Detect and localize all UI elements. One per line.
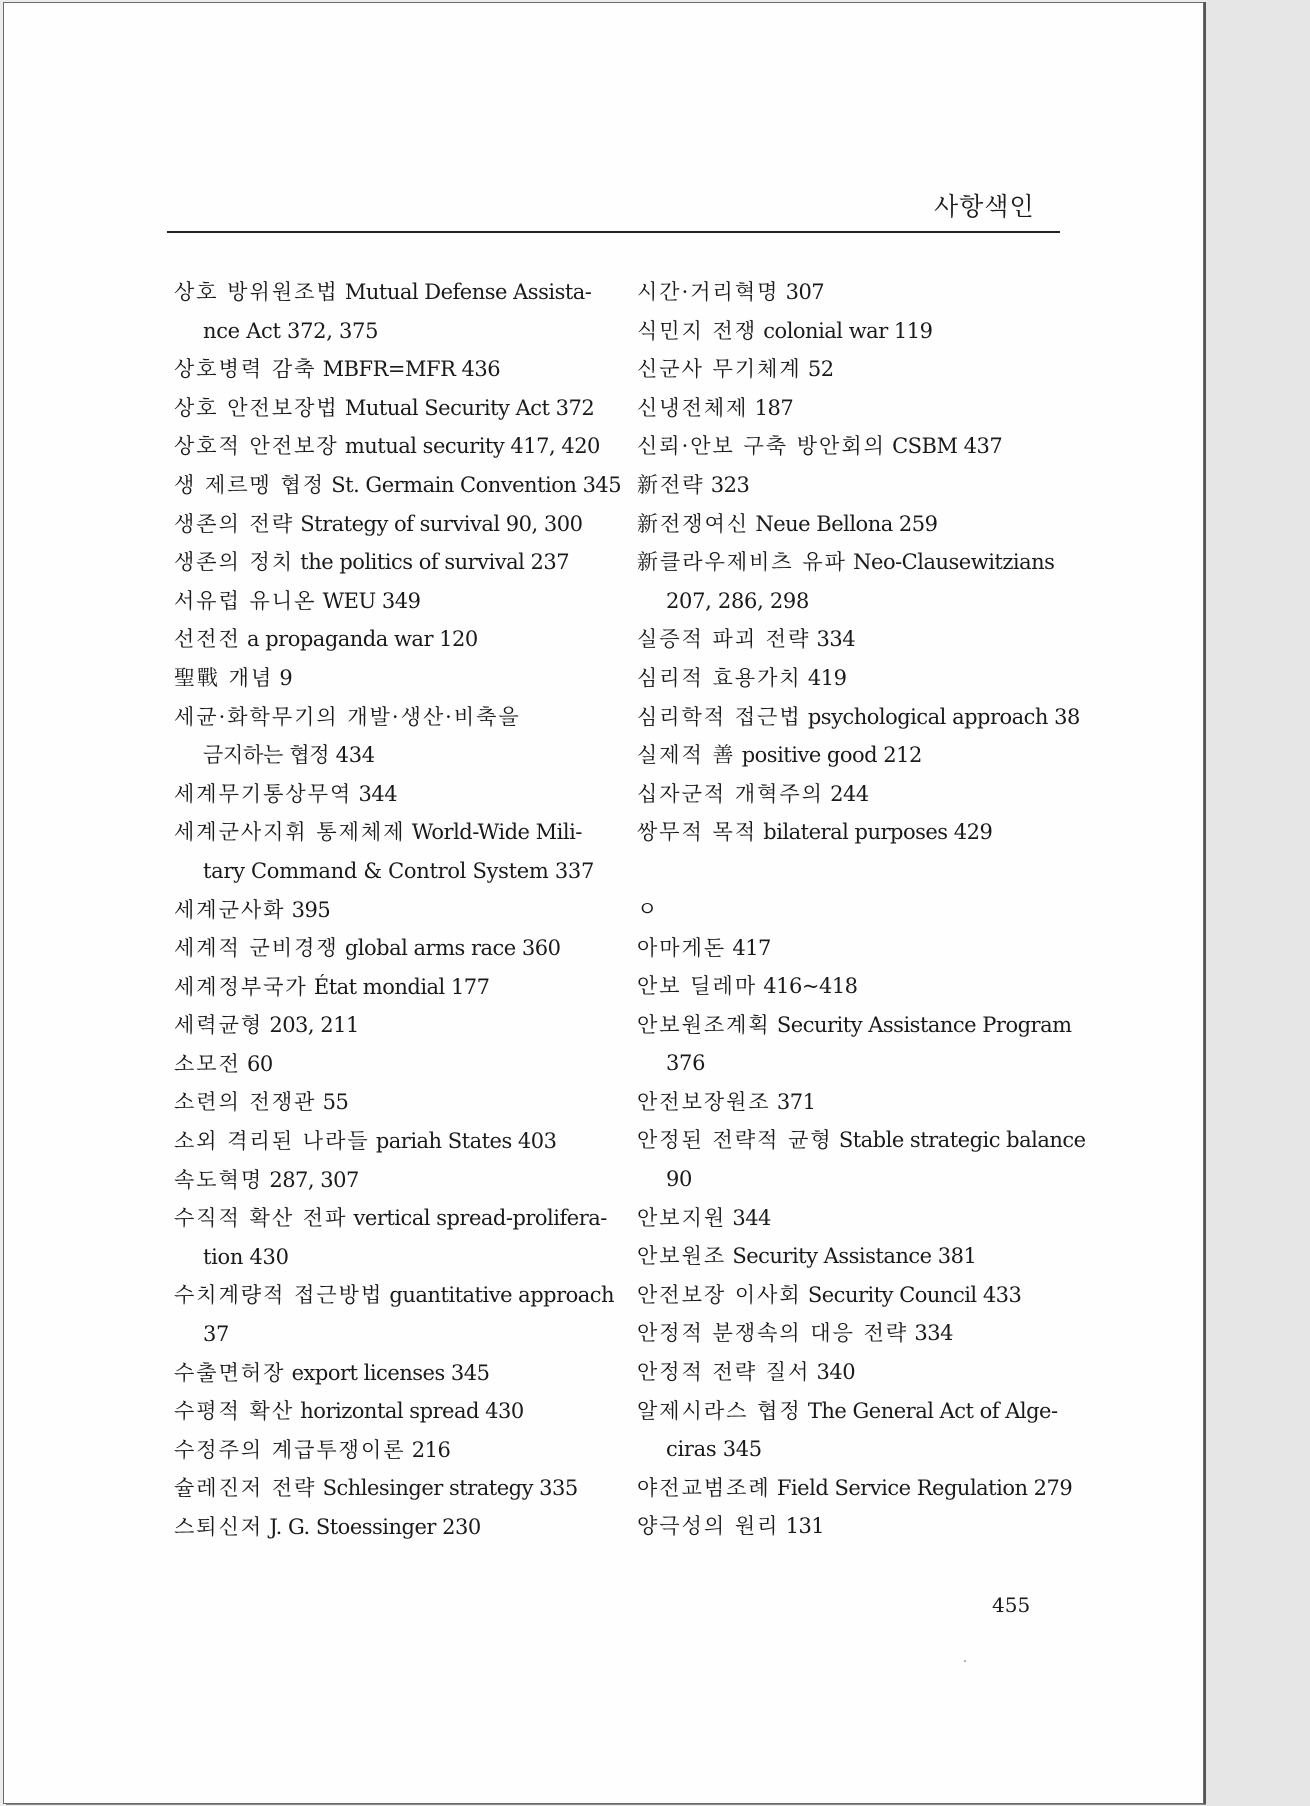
page-number: 455 <box>992 1593 1031 1617</box>
entry-reference: Mutual Security Act 372 <box>338 395 595 420</box>
index-entry <box>174 582 614 621</box>
index-entry <box>637 427 1077 466</box>
entry-term: 상호 방위원조법 <box>174 280 339 304</box>
entry-reference: horizontal spread 430 <box>294 1399 524 1424</box>
entry-term: 소모전 <box>174 1051 241 1076</box>
entry-term: 수직적 확산 전파 <box>174 1206 348 1231</box>
entry-term: 심리학적 접근법 <box>637 704 802 729</box>
entry-reference: export licenses 345 <box>285 1360 490 1385</box>
index-entry-continuation: 금지하는 협정 434 <box>203 743 375 768</box>
index-entry <box>637 1083 1077 1122</box>
entry-reference: 419 <box>801 665 847 690</box>
entry-term: 新전쟁여신 <box>637 511 750 536</box>
index-column-right <box>637 273 1086 1546</box>
entry-reference: 244 <box>823 781 869 806</box>
entry-reference: MBFR=MFR 436 <box>316 357 501 382</box>
index-group-ieung <box>637 929 1086 1547</box>
index-entry <box>637 1314 1077 1353</box>
entry-reference: Stable strategic balance <box>832 1128 1086 1153</box>
index-entry <box>637 273 1077 312</box>
entry-reference: 203, 211 <box>263 1013 359 1038</box>
index-entry-continuation: 376 <box>666 1051 706 1076</box>
entry-reference: 307 <box>779 280 825 304</box>
index-entry <box>637 350 1077 389</box>
index-entry <box>174 1508 614 1547</box>
index-entry <box>637 929 1077 968</box>
index-entry <box>174 1045 614 1084</box>
index-column-left <box>174 273 622 1547</box>
index-entry <box>637 1392 1077 1431</box>
index-entry <box>637 1199 1077 1238</box>
entry-term: 안정적 분쟁속의 대응 전략 <box>637 1321 909 1346</box>
entry-reference: the politics of survival 237 <box>294 550 570 575</box>
index-entry <box>174 620 614 659</box>
entry-term: 신군사 무기체계 <box>637 357 802 382</box>
entry-reference: 187 <box>748 395 794 420</box>
entry-term: 양극성의 원리 <box>637 1514 780 1539</box>
entry-reference: positive good 212 <box>735 743 922 768</box>
entry-reference: vertical spread-prolifera- <box>347 1206 607 1231</box>
entry-term: 안정적 전략 질서 <box>637 1360 811 1385</box>
index-entry <box>637 466 1077 505</box>
entry-term: 세계무기통상무역 <box>174 781 353 806</box>
index-entry-continuation: ciras 345 <box>666 1437 762 1462</box>
entry-term: 스퇴신저 <box>174 1515 264 1539</box>
entry-term: 생존의 전략 <box>174 511 295 536</box>
entry-term: 세력균형 <box>174 1013 264 1038</box>
index-entry <box>637 1006 1077 1045</box>
entry-term: 소련의 전쟁관 <box>174 1090 317 1115</box>
entry-reference: 344 <box>726 1205 771 1230</box>
entry-reference: 55 <box>316 1090 349 1115</box>
index-entry-continuation: tion 430 <box>203 1244 289 1269</box>
entry-reference: mutual security 417, 420 <box>338 434 600 459</box>
index-entry <box>174 1199 614 1238</box>
entry-term: 속도혁명 <box>174 1167 264 1192</box>
entry-term: 실증적 파괴 전략 <box>637 627 811 652</box>
entry-reference: 60 <box>240 1051 273 1076</box>
entry-reference: 52 <box>801 357 834 382</box>
entry-term: 시간·거리혁명 <box>637 280 780 304</box>
index-entry <box>637 1469 1077 1508</box>
index-entry <box>637 1276 1077 1315</box>
entry-term: 상호병력 감축 <box>174 357 317 382</box>
index-entry <box>637 659 1077 698</box>
entry-reference: Neo-Clausewitzians <box>846 550 1055 575</box>
entry-reference: Neue Bellona 259 <box>749 511 938 536</box>
index-entry <box>174 1469 614 1508</box>
index-entry <box>174 1006 614 1045</box>
entry-term: 상호적 안전보장 <box>174 434 339 459</box>
index-entry <box>174 505 614 544</box>
index-entry <box>637 967 1077 1006</box>
running-head: 사항색인 <box>934 192 1035 221</box>
entry-reference: 131 <box>779 1514 825 1539</box>
entry-term: 생 제르멩 협정 <box>174 472 326 497</box>
index-entry <box>174 1122 614 1161</box>
index-entry <box>174 543 614 582</box>
index-entry <box>637 312 1077 351</box>
index-entry <box>637 505 1077 544</box>
index-entry <box>174 1161 614 1200</box>
index-entry-continuation: 37 <box>203 1322 230 1347</box>
index-entry <box>174 813 614 852</box>
entry-reference: 334 <box>908 1321 953 1346</box>
entry-term: 실제적 善 <box>637 743 736 768</box>
index-entry-continuation: tary Command & Control System 337 <box>203 858 595 883</box>
index-entry <box>174 698 614 737</box>
entry-reference: Security Assistance Program <box>770 1012 1072 1037</box>
entry-term: 안보지원 <box>637 1205 727 1230</box>
entry-term: 세균·화학무기의 개발·생산·비축을 <box>174 704 521 729</box>
index-entry <box>174 389 614 428</box>
entry-reference: St. Germain Convention 345 <box>325 472 622 497</box>
entry-term: 식민지 전쟁 <box>637 318 758 343</box>
index-entry <box>174 350 614 389</box>
index-entry-continuation: nce Act 372, 375 <box>203 318 379 343</box>
entry-term: 쌍무적 목적 <box>637 820 758 845</box>
index-entry <box>637 1237 1077 1276</box>
entry-reference: Security Council 433 <box>801 1282 1022 1307</box>
entry-term: 상호 안전보장법 <box>174 395 339 420</box>
index-entry <box>174 1392 614 1431</box>
entry-reference: État mondial 177 <box>307 974 490 999</box>
entry-term: 수평적 확산 <box>174 1399 295 1424</box>
entry-term: 수치계량적 접근방법 <box>174 1283 384 1308</box>
index-entry <box>174 775 614 814</box>
index-entry <box>174 273 614 312</box>
entry-reference: 216 <box>405 1437 451 1462</box>
entry-term: 안보 딜레마 <box>637 974 758 999</box>
entry-reference: 9 <box>273 665 293 690</box>
index-entry <box>637 698 1080 737</box>
entry-reference: Schlesinger strategy 335 <box>316 1476 578 1501</box>
entry-reference: Field Service Regulation 279 <box>770 1475 1073 1500</box>
entry-term: 안정된 전략적 균형 <box>637 1128 833 1153</box>
entry-reference: 417 <box>726 935 771 960</box>
index-entry <box>637 620 1077 659</box>
index-entry <box>174 1431 614 1470</box>
viewer-margin <box>1206 0 1310 1806</box>
entry-reference: pariah States 403 <box>369 1129 557 1154</box>
entry-term: 안보원조 <box>637 1244 727 1269</box>
entry-term: 생존의 정치 <box>174 550 295 575</box>
entry-term: 聖戰 개념 <box>174 665 274 690</box>
index-entry <box>637 1353 1077 1392</box>
index-entry <box>174 929 614 968</box>
scan-speck <box>964 1660 966 1662</box>
index-entry <box>174 427 614 466</box>
entry-reference: World-Wide Mili- <box>405 820 582 845</box>
entry-term: 안전보장 이사회 <box>637 1282 802 1307</box>
entry-term: 선전전 <box>174 627 241 652</box>
index-entry <box>637 736 1077 775</box>
index-entry <box>174 968 614 1007</box>
index-entry <box>637 543 1077 582</box>
entry-reference: 416~418 <box>757 974 858 999</box>
section-letter-ieung: ㅇ <box>637 896 658 921</box>
entry-reference: global arms race 360 <box>338 936 561 961</box>
entry-term: 야전교범조례 <box>637 1475 771 1500</box>
index-entry <box>174 659 614 698</box>
entry-reference: bilateral purposes 429 <box>757 820 993 845</box>
index-entry-continuation: 207, 286, 298 <box>666 588 810 613</box>
index-entry <box>174 1276 614 1315</box>
entry-reference: 371 <box>770 1089 816 1114</box>
entry-reference: Mutual Defense Assista- <box>338 280 592 304</box>
entry-reference: 323 <box>704 472 750 497</box>
entry-reference: CSBM 437 <box>885 434 1003 459</box>
index-entry <box>174 891 614 930</box>
entry-term: 신냉전체제 <box>637 395 749 420</box>
entry-reference: The General Act of Alge- <box>801 1398 1058 1423</box>
entry-term: 수출면허장 <box>174 1360 286 1385</box>
entry-term: 세계적 군비경쟁 <box>174 936 339 961</box>
entry-reference: 334 <box>810 627 856 652</box>
index-entry <box>637 389 1077 428</box>
entry-reference: 344 <box>352 781 398 806</box>
index-entry-continuation: 90 <box>666 1167 693 1192</box>
entry-term: 아마게돈 <box>637 935 727 960</box>
entry-term: 심리적 효용가치 <box>637 665 802 690</box>
index-entry <box>637 775 1077 814</box>
index-entry <box>174 1083 614 1122</box>
entry-reference: WEU 349 <box>316 588 421 613</box>
entry-term: 신뢰·안보 구축 방안회의 <box>637 434 886 459</box>
entry-term: 新클라우제비츠 유파 <box>637 550 847 575</box>
entry-term: 알제시라스 협정 <box>637 1398 802 1423</box>
entry-reference: 287, 307 <box>263 1167 359 1192</box>
entry-term: 新전략 <box>637 472 705 497</box>
index-group-siot <box>637 273 1080 852</box>
entry-term: 세계정부국가 <box>174 974 308 999</box>
entry-term: 십자군적 개혁주의 <box>637 781 824 806</box>
entry-term: 안보원조계획 <box>637 1012 771 1037</box>
entry-reference: Security Assistance 381 <box>726 1244 977 1269</box>
entry-term: 수정주의 계급투쟁이론 <box>174 1437 406 1462</box>
index-entry <box>637 1121 1086 1160</box>
entry-term: 세계군사화 <box>174 897 286 922</box>
entry-reference: colonial war 119 <box>757 318 933 343</box>
entry-reference: 340 <box>810 1360 856 1385</box>
entry-reference: 395 <box>285 897 331 922</box>
entry-term: 슐레진저 전략 <box>174 1476 317 1501</box>
index-entry <box>637 813 1077 852</box>
entry-reference: J. G. Stoessinger 230 <box>263 1515 481 1539</box>
header-rule <box>167 231 1060 233</box>
entry-reference: Strategy of survival 90, 300 <box>294 511 583 536</box>
entry-reference: a propaganda war 120 <box>240 627 478 652</box>
entry-term: 세계군사지휘 통제체제 <box>174 820 406 845</box>
entry-term: 안전보장원조 <box>637 1089 771 1114</box>
entry-term: 소외 격리된 나라들 <box>174 1129 370 1154</box>
entry-term: 서유럽 유니온 <box>174 588 317 613</box>
entry-reference: psychological approach 38 <box>801 704 1080 729</box>
index-entry <box>174 466 622 505</box>
index-entry <box>637 1507 1077 1546</box>
book-page <box>3 2 1204 1804</box>
index-entry <box>174 1354 614 1393</box>
entry-reference: guantitative approach <box>383 1283 615 1308</box>
